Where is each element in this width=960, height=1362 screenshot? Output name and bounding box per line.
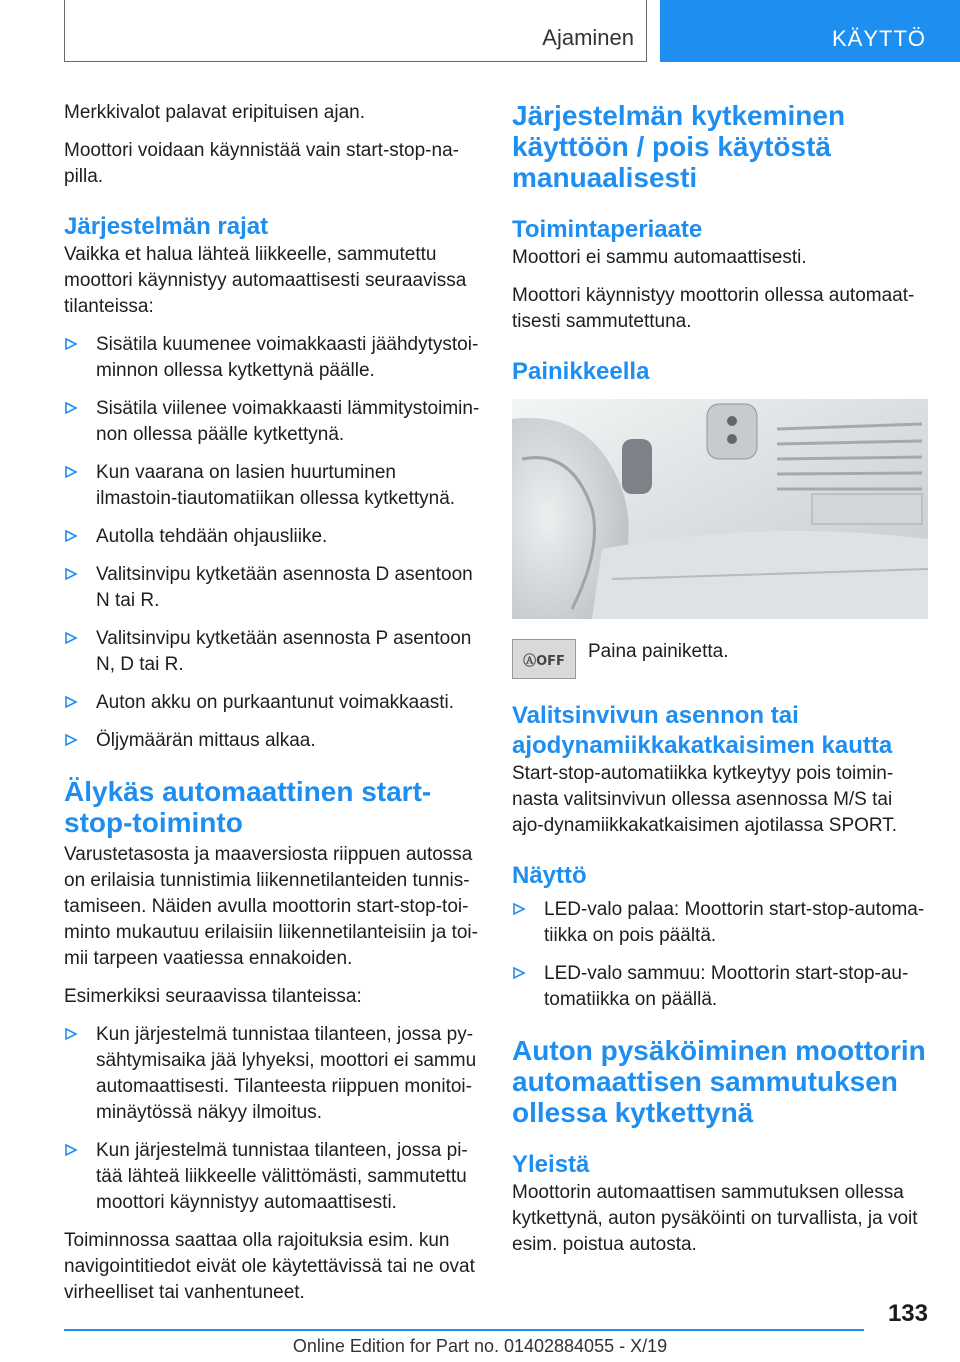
triangle-bullet-icon bbox=[64, 567, 78, 581]
list-item: Auton akku on purkaantunut voimakkaasti. bbox=[64, 690, 480, 716]
list-item: Kun järjestelmä tunnistaa tilanteen, jossa pi-tää lähteä liikkeelle välittömästi, sammutettu moottori käynnistyy automaattisesti. bbox=[64, 1138, 480, 1216]
triangle-bullet-icon bbox=[64, 733, 78, 747]
list-item: Valitsinvipu kytketään asennosta P asentoon N, D tai R. bbox=[64, 626, 480, 678]
list-item: Kun vaarana on lasien huurtuminen ilmastoin-tiautomatiikan ollessa kytkettynä. bbox=[64, 460, 480, 512]
heading-by-button: Painikkeella bbox=[512, 358, 650, 385]
paragraph: Start-stop-automatiikka kytkeytyy pois toimin-nasta valitsinvivun ollessa asennossa M/S tai ajo-dynamiikkakatkaisimen ajotilassa SPORT. bbox=[512, 763, 898, 836]
chapter-title: KÄYTTÖ bbox=[831, 26, 926, 51]
paragraph: Moottori käynnistyy moottorin ollessa automaat-tisesti sammutettuna. bbox=[512, 285, 915, 332]
paragraph: Merkkivalot palavat eripituisen ajan. bbox=[64, 102, 365, 123]
paragraph: Moottori ei sammu automaattisesti. bbox=[512, 247, 807, 268]
display-list bbox=[512, 897, 928, 1013]
paragraph: Varustetasosta ja maaversiosta riippuen autossa on erilaisia tunnistimia liikennetilanteiden tunnis-tamiseen. Näiden avulla moottorin start-stop-toi-minto mukautuu erilaisiin liikennetilanteisiin ja toi-mii tarpeen vaatiessa ennakoiden. bbox=[64, 844, 478, 969]
triangle-bullet-icon bbox=[64, 1027, 78, 1041]
auto-start-stop-off-button-icon: ⒶOFF bbox=[512, 639, 576, 679]
heading-principle: Toimintaperiaate bbox=[512, 216, 703, 243]
list-item: Valitsinvipu kytketään asennosta D asentoon N tai R. bbox=[64, 562, 480, 614]
paragraph: Paina painiketta. bbox=[588, 641, 729, 662]
button-instruction bbox=[512, 639, 928, 679]
heading-smart-start-stop: Älykäs automaattinen start-stop-toiminto bbox=[64, 776, 432, 838]
section-tab bbox=[64, 0, 647, 62]
heading-display: Näyttö bbox=[512, 862, 587, 889]
paragraph: Esimerkiksi seuraavissa tilanteissa: bbox=[64, 986, 362, 1007]
paragraph: Moottorin automaattisen sammutuksen ollessa kytkettynä, auton pysäköinti on turvallista, ja voit esim. poistua autosta. bbox=[512, 1182, 918, 1255]
triangle-bullet-icon bbox=[64, 465, 78, 479]
triangle-bullet-icon bbox=[64, 695, 78, 709]
list-item: Sisätila kuumenee voimakkaasti jäähdytystoi-minnon ollessa kytkettynä päälle. bbox=[64, 332, 480, 384]
paragraph: Vaikka et halua lähteä liikkeelle, sammutettu moottori käynnistyy automaattisesti seuraavissa tilanteissa: bbox=[64, 244, 467, 317]
triangle-bullet-icon bbox=[512, 902, 526, 916]
left-column bbox=[64, 100, 480, 1318]
list-item: Kun järjestelmä tunnistaa tilanteen, jossa py-sähtymisaika jää lyhyeksi, moottori ei sammu automaattisesti. Tilanteesta riippuen monitoi-minäytössä näkyy ilmoitus. bbox=[64, 1022, 480, 1126]
triangle-bullet-icon bbox=[64, 401, 78, 415]
list-item: LED-valo sammuu: Moottorin start-stop-au-tomatiikka on päällä. bbox=[512, 961, 928, 1013]
dashboard-illustration bbox=[512, 399, 928, 619]
right-column bbox=[512, 100, 928, 1270]
triangle-bullet-icon bbox=[64, 631, 78, 645]
examples-list bbox=[64, 1022, 480, 1216]
limits-list bbox=[64, 332, 480, 754]
triangle-bullet-icon bbox=[64, 529, 78, 543]
chapter-tab bbox=[660, 0, 960, 62]
list-item: LED-valo palaa: Moottorin start-stop-automa-tiikka on pois päältä. bbox=[512, 897, 928, 949]
paragraph: Moottori voidaan käynnistää vain start-stop-na-pilla. bbox=[64, 140, 459, 187]
list-item: Sisätila viilenee voimakkaasti lämmitystoimin-non ollessa päälle kytkettynä. bbox=[64, 396, 480, 448]
triangle-bullet-icon bbox=[64, 337, 78, 351]
triangle-bullet-icon bbox=[64, 1143, 78, 1157]
dashboard-photo bbox=[512, 399, 928, 619]
heading-system-limits: Järjestelmän rajat bbox=[64, 213, 269, 240]
list-item: Autolla tehdään ohjausliike. bbox=[64, 524, 480, 550]
heading-parking: Auton pysäköiminen moottorin automaattisen sammutuksen ollessa kytkettynä bbox=[512, 1035, 926, 1128]
heading-manual-toggle: Järjestelmän kytkeminen käyttöön / pois käytöstä manuaalisesti bbox=[512, 100, 846, 193]
heading-selector: Valitsinvivun asennon tai ajodynamiikkakatkaisimen kautta bbox=[512, 702, 893, 759]
paragraph: Toiminnossa saattaa olla rajoituksia esim. kun navigointitiedot eivät ole käytettävissä tai ne ovat virheelliset tai vanhentuneet. bbox=[64, 1230, 475, 1303]
heading-general: Yleistä bbox=[512, 1151, 590, 1178]
edition-text: Online Edition for Part no. 01402884055 - X/19 bbox=[292, 1336, 668, 1356]
triangle-bullet-icon bbox=[512, 966, 526, 980]
footer-divider bbox=[64, 1329, 864, 1331]
section-title: Ajaminen bbox=[542, 25, 634, 50]
page-number: 133 bbox=[887, 1300, 928, 1327]
list-item: Öljymäärän mittaus alkaa. bbox=[64, 728, 480, 754]
